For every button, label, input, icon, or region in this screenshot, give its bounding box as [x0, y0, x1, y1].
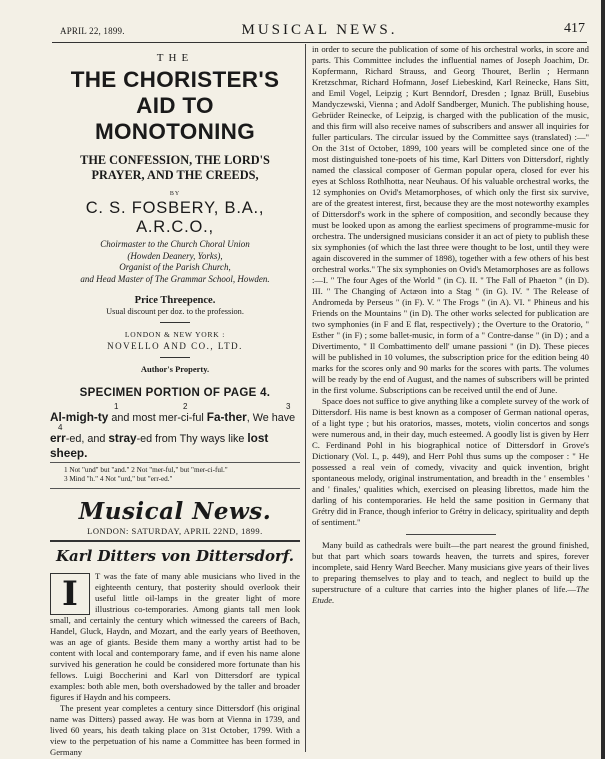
specimen-word: Fa-ther — [206, 410, 247, 424]
advert-subtitle — [50, 153, 300, 183]
drop-cap: I — [50, 573, 90, 615]
advert-author: C. S. FOSBERY, B.A., A.R.C.O., — [85, 199, 265, 236]
page-number: 417 — [564, 21, 585, 36]
binding-edge — [601, 0, 605, 759]
specimen-word: sheep. — [50, 446, 88, 460]
article-paragraph: The present year completes a century since Dittersdorf (his original name was Ditters) passed away. He was born at Vienna in 1739, and lived 60 years, his death taking place on 31st October, 1799. With a view to the perpetuation of his name a Committee has been formed in Germany — [50, 703, 300, 757]
right-column — [312, 44, 589, 752]
specimen-line-1 — [50, 410, 295, 424]
notes-rule — [50, 462, 300, 463]
quote-text: Many build as cathedrals were built—the part nearest the ground finished, but that part which soars towards heaven, the turrets and spires, forever incomplete, said Henry Ward Beecher. Many musicians give years of their lives to preparing themselves to play and to teach, and neglect to build up the superstructure of a culture that carries into the higher planes of life.— — [312, 540, 589, 594]
short-rule — [160, 357, 190, 358]
quote-source: The Etude. — [312, 584, 589, 605]
advert-by: BY — [169, 191, 181, 197]
advert-discount: Usual discount per doz. to the profession. — [106, 307, 244, 316]
specimen-line-2 — [50, 431, 268, 445]
specimen-text — [50, 403, 300, 459]
column-divider — [305, 44, 306, 752]
specimen-notes — [50, 466, 300, 484]
credential-line: (Howden Deanery, Yorks), — [127, 250, 223, 261]
specimen-word: -ed from Thy ways like — [136, 433, 248, 445]
credential-line: Organist of the Parish Church, — [119, 262, 231, 272]
specimen-footnote-marker: 3 — [286, 402, 291, 411]
publisher-cities: LONDON & NEW YORK : — [124, 330, 226, 339]
issue-line: LONDON: SATURDAY, APRIL 22ND, 1899. — [87, 526, 263, 536]
advert-credentials — [50, 239, 300, 285]
short-rule — [160, 322, 190, 323]
publisher-name: NOVELLO AND CO., LTD. — [107, 341, 243, 351]
article-body-left — [50, 571, 300, 758]
note-line: 1 Not "und" but "and." 2 Not "mer-ful," but "mer-ci-ful." — [64, 466, 228, 474]
article-title: Karl Ditters von Dittersdorf. — [55, 547, 295, 565]
specimen-line-3 — [50, 446, 87, 460]
advert-the: THE — [156, 52, 194, 64]
specimen-word: lost — [247, 431, 269, 445]
advert-title — [50, 67, 300, 145]
article-paragraph: T was the fate of many able musicians who lived in the eighteenth century, that posterity should overlook their useful little oil-lamps in the greater light of more illustrious co-temporaries. Among giants tall men look small, and certainly the century which witnessed the careers of Bach, Handel, Gluck, Haydn, and Mozart, and the early years of Beethoven, was an age of giants. Beside them many a worthy artist had to be content with local and contemporary fame, and if even his name alone survived his generation he could be considered more fortunate than his fellows. Luigi Boccherini and Karl von Dittersdorf are typical examples: both able men, both overshadowed by the taller and broader figures if Haydn and his compeers. — [50, 571, 300, 702]
specimen-word: , We have — [246, 412, 296, 424]
specimen-word: -ed, and — [65, 433, 109, 445]
section-rule — [406, 534, 496, 535]
advert-subtitle-line2: PRAYER, AND THE CREEDS, — [91, 168, 259, 182]
advert-subtitle-line1: THE CONFESSION, THE LORD'S — [80, 153, 270, 167]
credential-line: and Head Master of The Grammar School, Howden. — [80, 273, 270, 284]
advert-price: Price Threepence. — [134, 295, 216, 306]
quote-paragraph — [312, 540, 589, 606]
specimen-word: err — [50, 431, 66, 445]
specimen-heading: SPECIMEN PORTION OF PAGE 4. — [79, 387, 271, 399]
authors-property: Author's Property. — [140, 364, 210, 374]
specimen-word: stray — [108, 431, 137, 445]
specimen-footnote-marker: 4 — [58, 423, 63, 432]
advert-title-line1: THE CHORISTER'S AID TO — [70, 67, 280, 118]
left-column — [50, 44, 300, 757]
beecher-quote — [312, 540, 589, 606]
specimen-footnote-marker: 1 — [114, 402, 119, 411]
article-paragraph: in order to secure the publication of some of his orchestral works, in score and parts. This Committee includes the influential names of Joseph Joachim, Dr. Kopfermann, Richard Strauss, and Georg Thouret, Berlin ; Hermann Kretzschmar, Richard Hofmann, Josef Liebeskind, Karl Reinecke, Hans Sitt, and Emil Vogel, Leipzig ; Kurt Benndorf, Dresden ; Ignaz Brüll, Eusebius Mandyczewski, Vienna ; and Adolf Sandberger, Munich. The publishing house, Gebrüder Reinecke, of Leipzig, is charged with the publication of the music, and this firm will also receive names of subscribers and answer all inquiries for fuller particulars. The circular issued by the Committee says (translated) :—" On the 31st of October, 1899, 100 years will be completed since one of the most distinguished tone-poets of his time, Karl Ditters von Dittersdorf, rightly named the classical composer of German popular opera, closed for ever his eyes at Schloss Rothlhotta, near Neuhaus. Of his valuable orchestral works, the 12 symphonies on Ovid's Metamorphoses, of which only the first six survive, are of the greatest interest, first, because they are the most noteworthy examples of Dittersdorf's work in the sphere of composition, and secondly because they must be looked upon as among the earliest specimens of programme-music for orchestra. The undersigned musicians consider it an act of piety to publish these six symphonies (of which the last three were thought to be lost, until they were again discovered in the summer of 1898), together with a few others of his best orchestral works." The six symphonies on Ovid's Metamorphoses are as follows :—I. " The four Ages of the World " (in C). II. " The Fall of Phaeton " (in D). III. " The Changing of Actæon into a Stag " (in G). IV. " The Release of Andromeda by Perseus " (in F). V. " The Frogs " (in A). VI. " Phineus and his Friends on the Mountains " (in D). The other works selected for publication are two symphonies (in F and E flat, respectively) ; the Overture to the Oratorio, " Esther " (in F) ; some ballet-music, in form of a " Contre-danse " (in D) ; and a Divertimento, " Il Combattimento dell' umane passioni " (in D). These pieces will be published in 10 volumes, the subscription price for the edition being 40 marks for the scores only and 90 marks for the scores with parts. The volumes will be ready by the end of August, and the names of subscribers will be printed in the first volume. Subscriptions can be received until the end of June. — [312, 44, 589, 395]
issue-rule — [50, 540, 300, 542]
advert-title-line2: MONOTONING — [94, 119, 256, 144]
header-date: APRIL 22, 1899. — [60, 26, 125, 36]
header-title: MUSICAL NEWS. — [241, 22, 398, 38]
specimen-word: Al-migh-ty — [50, 410, 109, 424]
note-line: 3 Mind "h." 4 Not "urd," but "err-ed." — [64, 475, 173, 483]
masthead-rule — [50, 488, 300, 489]
running-header — [52, 20, 587, 43]
specimen-word: and most mer-ci-ful — [108, 412, 207, 424]
article-paragraph: Space does not suffice to give anything like a complete survey of the work of Dittersdorf. His name is best known as a composer of German national operas, of a light type ; but his oratorios, masses, motets, violin concertos and songs were numerous and, in their day, much esteemed. A goodly list is given by Herr C. Ferdinand Pohl in his biographical notice of Dittersdorf in Grove's Dictionary (Vol. I., p. 449), and Herr Pohl thus sums up the composer : " He possessed a real vein of comedy, vivacity and quick invention, bright spontaneous melody, original instrumentation, and breadth in the ' ensembles ' and ' finales,' qualities which, exercised on pleasing librettos, made him the darling of his contemporaries. He held the same position in Germany that Grétry did in France, though inferior to Grétry in delicacy, spirituality and depth of sentiment." — [312, 396, 589, 527]
masthead-title: Musical News. — [78, 498, 272, 525]
specimen-footnote-marker: 2 — [183, 402, 188, 411]
article-body-right — [312, 44, 589, 528]
credential-line: Choirmaster to the Church Choral Union — [100, 239, 250, 249]
